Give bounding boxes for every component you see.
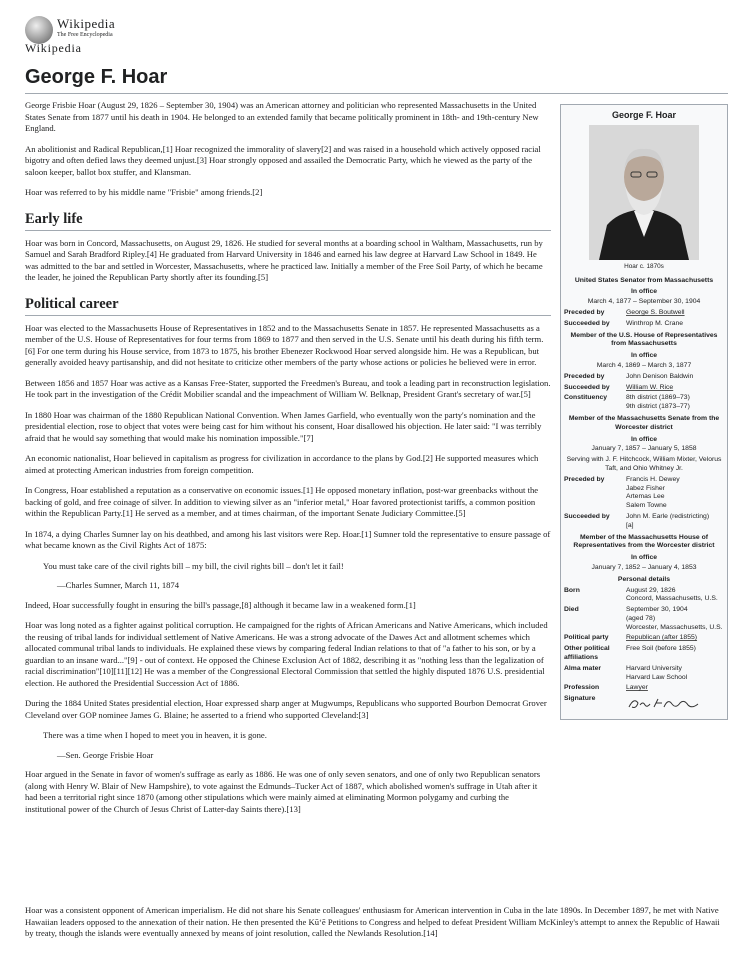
serving-with: Serving with J. F. Hitchcock, William Mixter, Velorus Taft, and Ohio Whitney Jr.: [566, 456, 722, 472]
infobox: [560, 104, 728, 720]
quote-text: You must take care of the civil rights bill – my bill, the civil rights bill – don't let it fail!: [43, 560, 344, 571]
portrait-image[interactable]: [589, 125, 699, 260]
row-label: Succeeded by: [564, 512, 610, 520]
wikipedia-globe-icon: [25, 16, 53, 44]
row-label: Profession: [564, 684, 600, 692]
paragraph: Hoar was elected to the Massachusetts House of Representatives in 1852 and to the Massachusetts Senate in 1857. He represented Massachusetts as a member of the U.S. House of Representatives for four terms from 1869 to 1877 and then served in the U.S. Senate until his death during his fifth term.[6] For one term during his House service, from 1873 to 1875, his brother Ebenezer Rockwood Hoar served alongside him. He was a Republican, but generally avoided heavy partisanship, and did not hesitate to criticize other members of the party whose actions or policies he believed were in error.: [25, 322, 544, 367]
alma-mater-link[interactable]: Harvard Law School: [626, 673, 688, 681]
article-body-continued: [25, 905, 728, 940]
preceded-row: [564, 309, 724, 318]
office-dates: January 7, 1852 – January 4, 1853: [591, 563, 697, 571]
preceded-link[interactable]: Salem Towne: [626, 502, 667, 510]
died-place[interactable]: Worcester, Massachusetts, U.S.: [626, 623, 723, 631]
row-label: Preceded by: [564, 308, 605, 316]
preceded-row: [564, 373, 724, 382]
footnote-link[interactable]: [a]: [626, 521, 634, 529]
born-date: August 29, 1826: [626, 586, 676, 594]
row-label: Constituency: [564, 394, 608, 402]
preceded-link[interactable]: Francis H. Dewey: [626, 475, 680, 483]
born-place[interactable]: Concord, Massachusetts, U.S.: [626, 595, 718, 603]
intro-paragraph: George Frisbie Hoar (August 29, 1826 – September 30, 1904) was an American attorney and politician who represented Massachusetts in the United States Senate from 1877 until his death in 1904. He belonged to an extended family that became politically prominent in 18th- and 19th-century New England.: [25, 100, 539, 133]
signature-row: [564, 695, 724, 713]
other-affiliation-link[interactable]: Free Soil (before 1855): [626, 645, 696, 653]
infobox-title: George F. Hoar: [611, 110, 676, 120]
preceded-link[interactable]: George S. Boutwell: [626, 308, 685, 316]
in-office-label: In office: [630, 435, 658, 443]
quote-sumner: [43, 561, 551, 592]
site-header[interactable]: [25, 14, 245, 54]
constituency-row: [564, 394, 724, 412]
row-label: Signature: [564, 695, 596, 703]
office-dates: January 7, 1857 – January 5, 1858: [591, 445, 697, 453]
constituency-value[interactable]: 8th district (1869–73): [626, 394, 690, 402]
quote-text: There was a time when I hoped to meet you in heaven, it is gone.: [43, 730, 267, 740]
paragraph: Hoar argued in the Senate in favor of women's suffrage as early as 1886. He was one of only seven senators, and one of only two Republican senators (along with Henry W. Blair of New Hampshire), to vote against the Edmunds–Tucker Act of 1887, which abolished women's suffrage in Utah after it had been a territorial right since 1870 (among other stipulations which were mainly aimed at eliminating Mormon polygamy and curbing the institutional power of the Church of Jesus Christ of Latter-day Saints there).[13]: [25, 769, 541, 814]
row-label: Other political affiliations: [564, 645, 610, 662]
personal-details-heading: Personal details: [617, 575, 671, 583]
paragraph: An economic nationalist, Hoar believed in capitalism as progress for civilization in accordance to the plans by God.[2] He supported measures which aimed at protecting American industries from foreign competition.: [25, 453, 539, 475]
died-date: September 30, 1904: [626, 606, 688, 614]
alma-mater-row: [564, 665, 724, 683]
paragraph: In 1880 Hoar was chairman of the 1880 Republican National Convention. When James Garfield, who eventually won the party's nomination and the presidential election, rose to object that votes were being cast for him without his consent, Hoar disallowed his objection. He later said: "I was terribly afraid that he would say something that would make his nomination impossible."[7]: [25, 409, 542, 443]
office-dates: March 4, 1869 – March 3, 1877: [596, 361, 692, 369]
section-heading-political-career: Political career: [25, 296, 551, 316]
office-heading: Member of the Massachusetts House of Representatives from the Worcester district: [573, 533, 715, 550]
profession-row: [564, 684, 724, 693]
other-affiliations-row: [564, 645, 724, 663]
paragraph: In 1874, a dying Charles Sumner lay on his deathbed, and among his last visitors were Rep. Hoar.[1] Sumner told the representative to ensure passage of what became known as the Civil Rights Act of 1875:: [25, 528, 551, 550]
row-label: Alma mater: [564, 664, 602, 672]
row-label: Preceded by: [564, 372, 605, 380]
row-label: Succeeded by: [564, 383, 610, 391]
section-heading-early-life: Early life: [25, 211, 551, 231]
profession-link[interactable]: Lawyer: [626, 684, 648, 692]
wordmark: Wikipedia: [57, 16, 116, 31]
row-label: Succeeded by: [564, 319, 610, 327]
office-dates: March 4, 1877 – September 30, 1904: [587, 298, 701, 306]
succeeded-link[interactable]: William W. Rice: [626, 383, 674, 391]
row-label: Born: [564, 586, 580, 594]
succeeded-link[interactable]: John M. Earle (redistricting): [626, 512, 710, 520]
quote-hoar: [43, 730, 551, 761]
party-row: [564, 634, 724, 643]
preceded-link[interactable]: Artemas Lee: [626, 493, 665, 501]
article-body: [25, 100, 551, 824]
paragraph: Hoar was long noted as a fighter against political corruption. He campaigned for the rights of African Americans and Native Americans, which included the reusing of tribal lands for individual settlement of Native Americans. He was a strong advocate of the Dawes Act and allotment schemes which allocated communal tribal lands to individuals. He explained these views by comparing federal Indian relations to that of "a father to his son, or by a guardian to an insane ward..."[9] - out of context. He opposed the Chinese Exclusion Act of 1882, describing it as "nothing less than the legalization of racial discrimination"[10][11][12] He was a member of the Congressional Electoral Commission that settled the highly disputed 1876 U.S. presidential election. He authored the Presidential Succession Act of 1886.: [25, 620, 548, 688]
signature-image[interactable]: [626, 695, 706, 713]
office-heading: United States Senator from Massachusetts: [574, 276, 714, 284]
wordmark-large: Wikipedia: [25, 41, 82, 55]
born-row: [564, 587, 724, 605]
intro-paragraph: An abolitionist and Radical Republican,[1] Hoar recognized the immorality of slavery[2] and was raised in a household which actively opposed racial bigotry and often defied laws they deemed unjust.[3] Hoar strongly opposed and assailed the Democratic Party, which he viewed as the party of the saloon keeper, ballot box stuffer, and Klansman.: [25, 143, 541, 177]
tagline: The Free Encyclopedia: [57, 32, 113, 38]
constituency-value[interactable]: 9th district (1873–77): [626, 403, 690, 411]
quote-cite: —Charles Sumner, March 11, 1874: [57, 580, 180, 590]
preceded-row: [564, 476, 724, 511]
paragraph: Indeed, Hoar successfully fought in ensuring the bill's passage,[8] although it became law in a weakened form.[1]: [25, 599, 416, 610]
alma-mater-link[interactable]: Harvard University: [626, 664, 682, 672]
paragraph: During the 1884 United States presidential election, Hoar expressed sharp anger at Mugwumps, Republicans who supported Bourbon Democrat Grover Cleveland over GOP nominee James G. Blaine; he asserted to a friend who supported Cleveland:[3]: [25, 698, 547, 720]
paragraph: Between 1856 and 1857 Hoar was active as a Kansas Free-Stater, supported the Freedmen's Bureau, and took a leading part in reconstruction legislation. He took part in the investigation of the Crédit Mobilier scandal and the impeachment of William W. Belknap, President Grant's secretary of war.[5]: [25, 377, 551, 399]
died-row: [564, 606, 724, 632]
died-age: (aged 78): [626, 614, 656, 622]
succeeded-row: [564, 384, 724, 393]
succeeded-row: [564, 513, 724, 531]
succeeded-row: [564, 320, 724, 329]
intro-paragraph: Hoar was referred to by his middle name "Frisbie" among friends.[2]: [25, 187, 263, 197]
preceded-link[interactable]: John Denison Baldwin: [626, 372, 694, 380]
paragraph: Hoar was a consistent opponent of American imperialism. He did not share his Senate colleagues' enthusiasm for American intervention in Cuba in the late 1890s. In December 1897, he met with Native Hawaiian leaders opposed to the annexation of their nation. He then presented the Kūʻē Petitions to Congress and helped to defeat President William McKinley's attempt to annex the Republic of Hawaii by treaty, though the islands were eventually annexed by means of joint resolution, called the Newlands Resolution.[14]: [25, 905, 720, 938]
preceded-link[interactable]: Jabez Fisher: [626, 484, 665, 492]
paragraph: In Congress, Hoar established a reputation as a conservative on economic issues.[1] He opposed monetary inflation, post-war greenbacks without the backing of gold, and free coinage of silver. In addition to viewing silver as an "inferior metal," Hoar favored protectionist tariffs, a common position within the Republican Party.[1] He served as a member, and at times chairman, of the important Senate Judiciary Committee.[5]: [25, 485, 539, 518]
succeeded-link[interactable]: Winthrop M. Crane: [626, 319, 684, 327]
party-link[interactable]: Republican (after 1855): [626, 634, 698, 642]
office-heading: Member of the Massachusetts Senate from the Worcester district: [568, 414, 720, 431]
in-office-label: In office: [630, 288, 658, 296]
quote-cite: —Sen. George Frisbie Hoar: [57, 749, 154, 760]
in-office-label: In office: [630, 352, 658, 360]
in-office-label: In office: [630, 554, 658, 562]
office-heading: Member of the U.S. House of Representatives from Massachusetts: [570, 331, 718, 348]
portrait-caption: Hoar c. 1870s: [624, 262, 664, 270]
row-label: Died: [564, 606, 579, 614]
row-label: Political party: [564, 634, 609, 642]
row-label: Preceded by: [564, 475, 605, 483]
page-title: George F. Hoar: [25, 66, 728, 94]
paragraph: Hoar was born in Concord, Massachusetts, on August 29, 1826. He studied for several months at a boarding school in Waltham, Massachusetts, run by Samuel and Sarah Bradford Ripley.[4] He graduated from Harvard University in 1846 and earned his law degree at Harvard Law School in 1849. He was admitted to the bar and settled in Worcester, Massachusetts, where he practiced law. Initially a member of the Free Soil Party, of which he became the leader, he joined the Republican Party shortly after its founding.[5]: [25, 237, 543, 282]
